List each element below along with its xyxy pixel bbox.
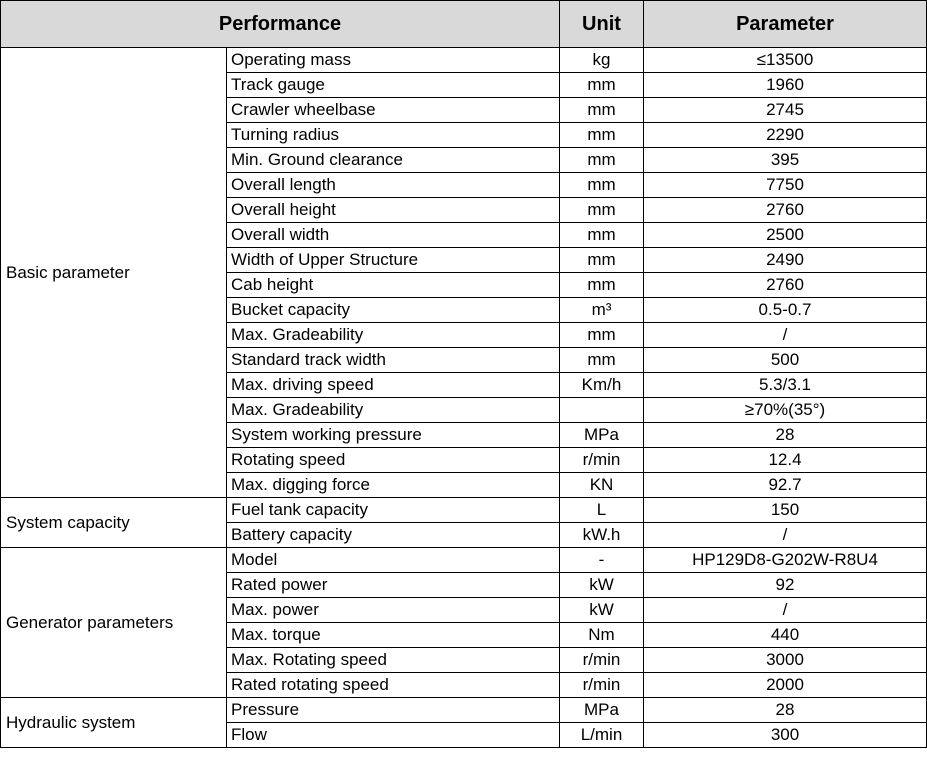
group-label: Basic parameter	[1, 48, 227, 498]
table-row	[1, 48, 927, 73]
param-name-cell: Model	[227, 548, 560, 573]
value-cell: 7750	[644, 173, 927, 198]
param-name-cell: Cab height	[227, 273, 560, 298]
group-label: Generator parameters	[1, 548, 227, 698]
unit-cell: mm	[560, 223, 644, 248]
param-name-cell: Rated power	[227, 573, 560, 598]
value-cell: 2760	[644, 273, 927, 298]
value-cell: 500	[644, 348, 927, 373]
value-cell: 1960	[644, 73, 927, 98]
param-name-cell: Turning radius	[227, 123, 560, 148]
unit-cell: mm	[560, 323, 644, 348]
value-cell: 2490	[644, 248, 927, 273]
unit-cell: Km/h	[560, 373, 644, 398]
param-name-cell: Bucket capacity	[227, 298, 560, 323]
param-name-cell: Overall length	[227, 173, 560, 198]
param-name-cell: System working pressure	[227, 423, 560, 448]
unit-cell: kW	[560, 573, 644, 598]
unit-cell: L	[560, 498, 644, 523]
param-name-cell: Min. Ground clearance	[227, 148, 560, 173]
table-row	[1, 698, 927, 723]
value-cell: 150	[644, 498, 927, 523]
unit-cell: mm	[560, 123, 644, 148]
value-cell: ≥70%(35°)	[644, 398, 927, 423]
unit-cell: kg	[560, 48, 644, 73]
value-cell: 12.4	[644, 448, 927, 473]
value-cell: 3000	[644, 648, 927, 673]
unit-cell: mm	[560, 273, 644, 298]
unit-cell: Nm	[560, 623, 644, 648]
value-cell: 0.5-0.7	[644, 298, 927, 323]
value-cell: ≤13500	[644, 48, 927, 73]
value-cell: 28	[644, 698, 927, 723]
unit-cell: mm	[560, 98, 644, 123]
param-name-cell: Max. power	[227, 598, 560, 623]
param-name-cell: Width of Upper Structure	[227, 248, 560, 273]
unit-cell: r/min	[560, 673, 644, 698]
value-cell: 92	[644, 573, 927, 598]
unit-cell: mm	[560, 148, 644, 173]
param-name-cell: Rated rotating speed	[227, 673, 560, 698]
param-name-cell: Max. Gradeability	[227, 323, 560, 348]
group-label: Hydraulic system	[1, 698, 227, 748]
unit-cell: mm	[560, 73, 644, 98]
param-name-cell: Max. Rotating speed	[227, 648, 560, 673]
value-cell: 2760	[644, 198, 927, 223]
param-name-cell: Max. torque	[227, 623, 560, 648]
param-name-cell: Fuel tank capacity	[227, 498, 560, 523]
table-body	[1, 48, 927, 748]
param-name-cell: Overall height	[227, 198, 560, 223]
value-cell: 2500	[644, 223, 927, 248]
param-name-cell: Crawler wheelbase	[227, 98, 560, 123]
unit-cell: mm	[560, 248, 644, 273]
param-name-cell: Max. Gradeability	[227, 398, 560, 423]
value-cell: 2000	[644, 673, 927, 698]
unit-cell: KN	[560, 473, 644, 498]
value-cell: 395	[644, 148, 927, 173]
param-name-cell: Max. digging force	[227, 473, 560, 498]
table-row	[1, 498, 927, 523]
param-name-cell: Pressure	[227, 698, 560, 723]
table-header-row	[1, 1, 927, 48]
unit-cell: mm	[560, 198, 644, 223]
param-name-cell: Track gauge	[227, 73, 560, 98]
value-cell: /	[644, 523, 927, 548]
unit-cell: r/min	[560, 648, 644, 673]
unit-cell: L/min	[560, 723, 644, 748]
unit-cell	[560, 398, 644, 423]
param-name-cell: Rotating speed	[227, 448, 560, 473]
param-name-cell: Battery capacity	[227, 523, 560, 548]
unit-cell: -	[560, 548, 644, 573]
unit-cell: kW.h	[560, 523, 644, 548]
value-cell: /	[644, 598, 927, 623]
value-cell: 2290	[644, 123, 927, 148]
param-name-cell: Overall width	[227, 223, 560, 248]
unit-cell: r/min	[560, 448, 644, 473]
param-name-cell: Operating mass	[227, 48, 560, 73]
value-cell: 92.7	[644, 473, 927, 498]
value-cell: 440	[644, 623, 927, 648]
unit-cell: MPa	[560, 698, 644, 723]
value-cell: /	[644, 323, 927, 348]
header-unit: Unit	[560, 1, 644, 48]
group-label: System capacity	[1, 498, 227, 548]
unit-cell: MPa	[560, 423, 644, 448]
value-cell: 2745	[644, 98, 927, 123]
unit-cell: mm	[560, 348, 644, 373]
value-cell: 300	[644, 723, 927, 748]
unit-cell: m³	[560, 298, 644, 323]
value-cell: 28	[644, 423, 927, 448]
param-name-cell: Max. driving speed	[227, 373, 560, 398]
unit-cell: mm	[560, 173, 644, 198]
param-name-cell: Standard track width	[227, 348, 560, 373]
header-performance: Performance	[1, 1, 560, 48]
table-row	[1, 548, 927, 573]
header-parameter: Parameter	[644, 1, 927, 48]
param-name-cell: Flow	[227, 723, 560, 748]
unit-cell: kW	[560, 598, 644, 623]
value-cell: 5.3/3.1	[644, 373, 927, 398]
value-cell: HP129D8-G202W-R8U4	[644, 548, 927, 573]
